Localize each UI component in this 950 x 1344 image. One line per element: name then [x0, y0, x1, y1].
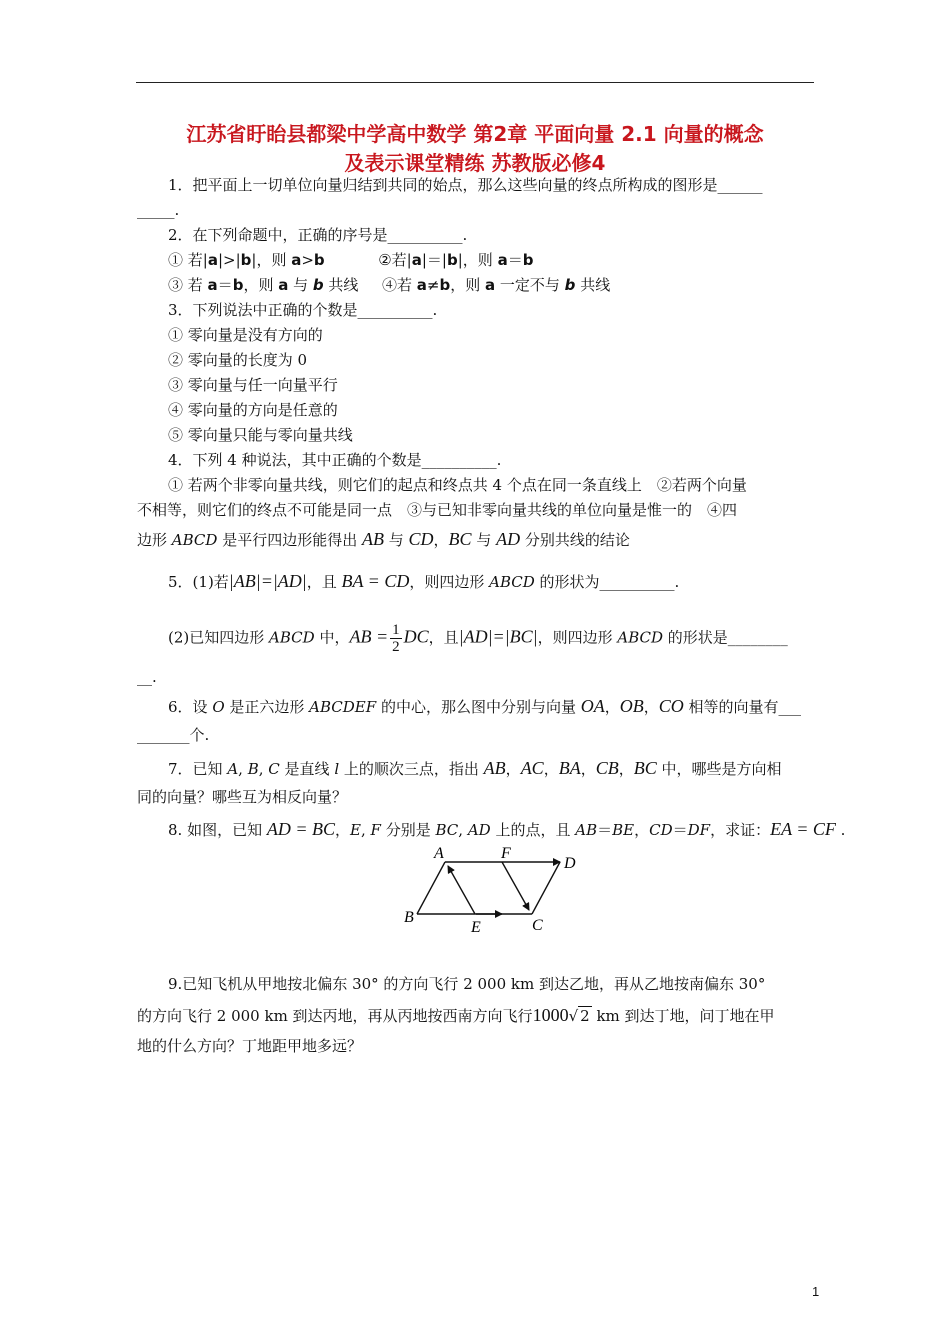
- q3-item: ③ 零向量与任一向量平行: [168, 376, 338, 394]
- q3-item: ④ 零向量的方向是任意的: [168, 401, 338, 419]
- sqrt-radicand: 2: [580, 1007, 590, 1025]
- q7-line-2: 同的向量？哪些互为相反向量？: [137, 788, 348, 806]
- q5-line-3: __.: [137, 668, 157, 686]
- q2-options-row-1: ① 若|a|>|b|，则 a>b ②若|a|＝|b|，则 a＝b: [168, 251, 534, 269]
- q3-stem: 3．下列说法中正确的个数是__________.: [168, 301, 438, 319]
- label-a: A: [434, 845, 444, 862]
- q7-line-1: 7．已知 A, B, C 是直线 l 上的顺次三点，指出 AB，AC，BA，CB，BC 中，哪些是方向相: [168, 758, 782, 778]
- label-b: B: [404, 909, 414, 926]
- label-c: C: [532, 917, 543, 934]
- q3-item: ② 零向量的长度为 0: [168, 351, 308, 369]
- vector-fc: [502, 862, 529, 910]
- q8-line-1: 8. 如图，已知 AD = BC，E, F 分别是 BC, AD 上的点，且 AB＝BE，CD＝DF，求证：EA = CF .: [168, 819, 846, 839]
- label-f: F: [501, 845, 511, 862]
- q4-line-3: 边形 ABCD 是平行四边形能得出 AB 与 CD，BC 与 AD 分别共线的结论: [137, 529, 630, 549]
- segment-cd: [532, 862, 560, 914]
- vector-ea: [448, 866, 475, 914]
- title-line-1: 江苏省盱眙县都梁中学高中数学 第2章 平面向量 2.1 向量的概念: [186, 122, 764, 146]
- segment-ab: [417, 862, 445, 914]
- q4-line-1: ① 若两个非零向量共线，则它们的起点和终点共 4 个点在同一条直线上 ②若两个向量: [168, 476, 747, 494]
- parallelogram-figure: [400, 842, 590, 936]
- label-e: E: [471, 919, 481, 936]
- title-line-2: 及表示课堂精练 苏教版必修4: [344, 151, 606, 175]
- q6-line-2: _______个.: [137, 726, 210, 744]
- q5-part-2: (2)已知四边形 ABCD 中，AB = $\frac{1}{2}$ DC，且|AD|=|BC|，则四边形 ABCD 的形状是________: [168, 622, 788, 655]
- page-number: 1: [812, 1284, 820, 1299]
- q1-line-1: 1．把平面上一切单位向量归结到共同的始点，那么这些向量的终点所构成的图形是______: [168, 176, 763, 194]
- q4-stem: 4．下列 4 种说法，其中正确的个数是__________.: [168, 451, 502, 469]
- q9-line-1: 9.已知飞机从甲地按北偏东 30° 的方向飞行 2 000 km 到达乙地，再从乙地按南偏东 30°: [168, 975, 766, 993]
- q2-stem: 2．在下列命题中，正确的序号是__________.: [168, 226, 468, 244]
- header-rule: [136, 82, 814, 83]
- q9-line-3: 地的什么方向？丁地距甲地多远？: [137, 1037, 363, 1055]
- q3-item: ① 零向量是没有方向的: [168, 326, 323, 344]
- document-title: [136, 120, 814, 178]
- q5-part-1: 5．(1)若|AB|=|AD|，且 BA = CD，则四边形 ABCD 的形状为__________.: [168, 571, 680, 591]
- q9-line-2: 的方向飞行 2 000 km 到达丙地，再从丙地按西南方向飞行1000√ 2 km 到达丁地，问丁地在甲: [137, 1005, 775, 1025]
- fraction-one-half: $\frac{1}{2}$: [392, 622, 400, 655]
- q6-line-1: 6．设 O 是正六边形 ABCDEF 的中心，那么图中分别与向量 OA，OB，CO 相等的向量有___: [168, 696, 802, 716]
- q1-line-2: _____.: [137, 201, 180, 219]
- q3-item: ⑤ 零向量只能与零向量共线: [168, 426, 353, 444]
- label-d: D: [564, 855, 576, 872]
- q4-line-2: 不相等，则它们的终点不可能是同一点 ③与已知非零向量共线的单位向量是惟一的 ④四: [137, 501, 738, 519]
- q2-options-row-2: ③ 若 a＝b，则 a 与 b 共线 ④若 a≠b，则 a 一定不与 b 共线: [168, 276, 611, 294]
